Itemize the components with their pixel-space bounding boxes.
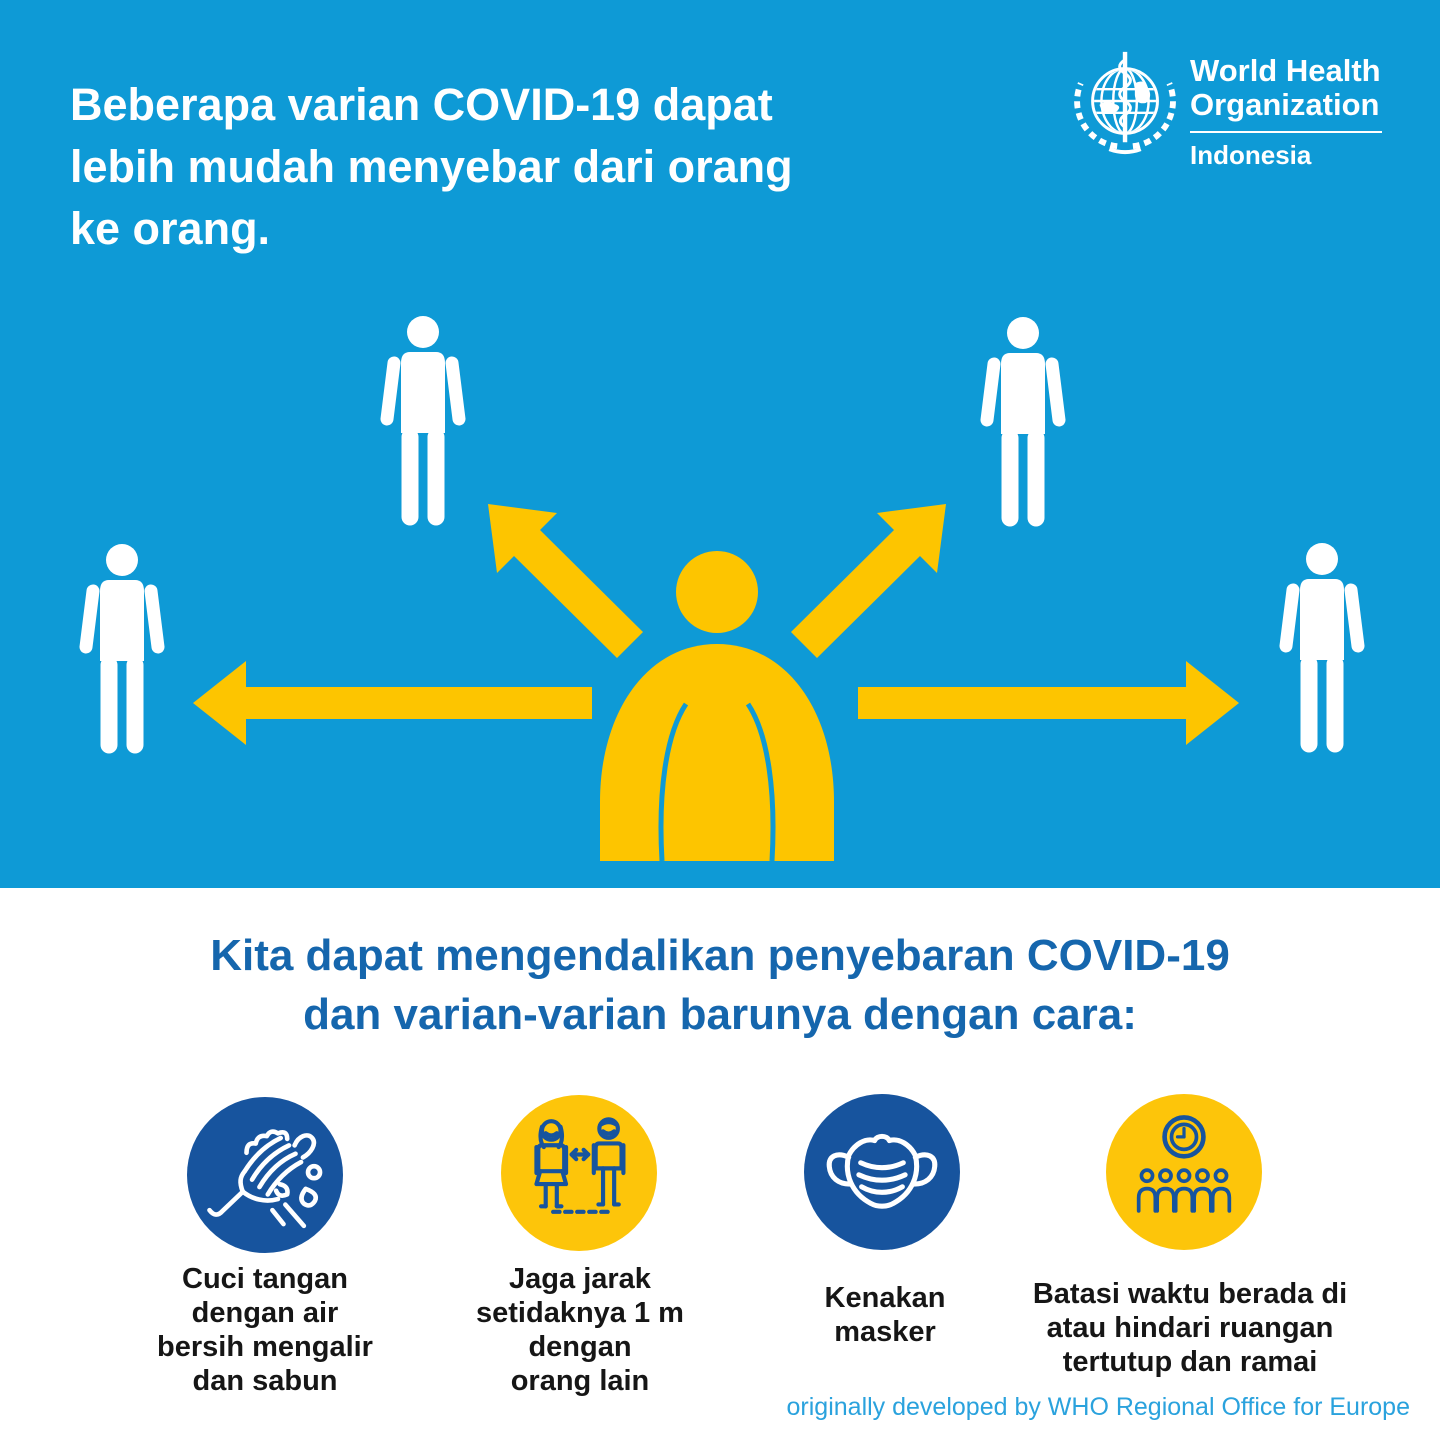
caption-line: Cuci tangan (182, 1263, 348, 1295)
who-emblem-icon (1068, 44, 1186, 158)
section-heading-line-2: dan varian-varian barunya dengan cara: (303, 990, 1137, 1039)
section-heading-line-1: Kita dapat mengendalikan penyebaran COVID-19 (210, 931, 1230, 980)
who-name-line-2: Organization (1190, 87, 1380, 122)
limit-time-crowd-icon (1110, 1098, 1258, 1246)
measure-circle-wash-hands (187, 1097, 343, 1253)
who-name-line-1: World Health (1190, 53, 1381, 88)
who-logo (1068, 40, 1398, 190)
section-heading (0, 926, 1440, 1044)
measure-caption-keep-distance (410, 1262, 750, 1398)
caption-line: bersih mengalir (157, 1331, 373, 1363)
measure-circle-limit-time (1106, 1094, 1262, 1250)
wash-hands-icon (191, 1101, 339, 1249)
caption-line: Jaga jarak (509, 1263, 651, 1295)
keep-distance-icon (505, 1099, 653, 1247)
caption-line: orang lain (510, 1365, 650, 1397)
caption-line: Kenakan (824, 1282, 946, 1314)
caption-line: dan sabun (192, 1365, 338, 1397)
measure-circle-face-mask (804, 1094, 960, 1250)
headline-line-2: lebih mudah menyebar dari orang (70, 141, 793, 192)
credit-line: originally developed by WHO Regional Office for Europe (786, 1393, 1410, 1421)
caption-line: dengan (528, 1331, 632, 1363)
caption-line: setidaknya 1 m (476, 1297, 684, 1329)
face-mask-icon (808, 1098, 956, 1246)
logo-divider (1190, 131, 1382, 133)
measure-circle-keep-distance (501, 1095, 657, 1251)
measure-caption-limit-time (992, 1277, 1388, 1379)
caption-line: Batasi waktu berada di (1032, 1278, 1348, 1310)
who-logo-text (1190, 54, 1398, 171)
headline-line-1: Beberapa varian COVID-19 dapat (70, 79, 773, 130)
caption-line: masker (834, 1316, 936, 1348)
caption-line: atau hindari ruangan (1046, 1312, 1334, 1344)
headline (70, 74, 793, 260)
caption-line: dengan air (191, 1297, 339, 1329)
infected-person-icon (600, 551, 834, 861)
caption-line: tertutup dan ramai (1062, 1346, 1318, 1378)
headline-line-3: ke orang. (70, 203, 271, 254)
measure-caption-wash-hands (95, 1262, 435, 1398)
who-country-label: Indonesia (1190, 140, 1312, 170)
